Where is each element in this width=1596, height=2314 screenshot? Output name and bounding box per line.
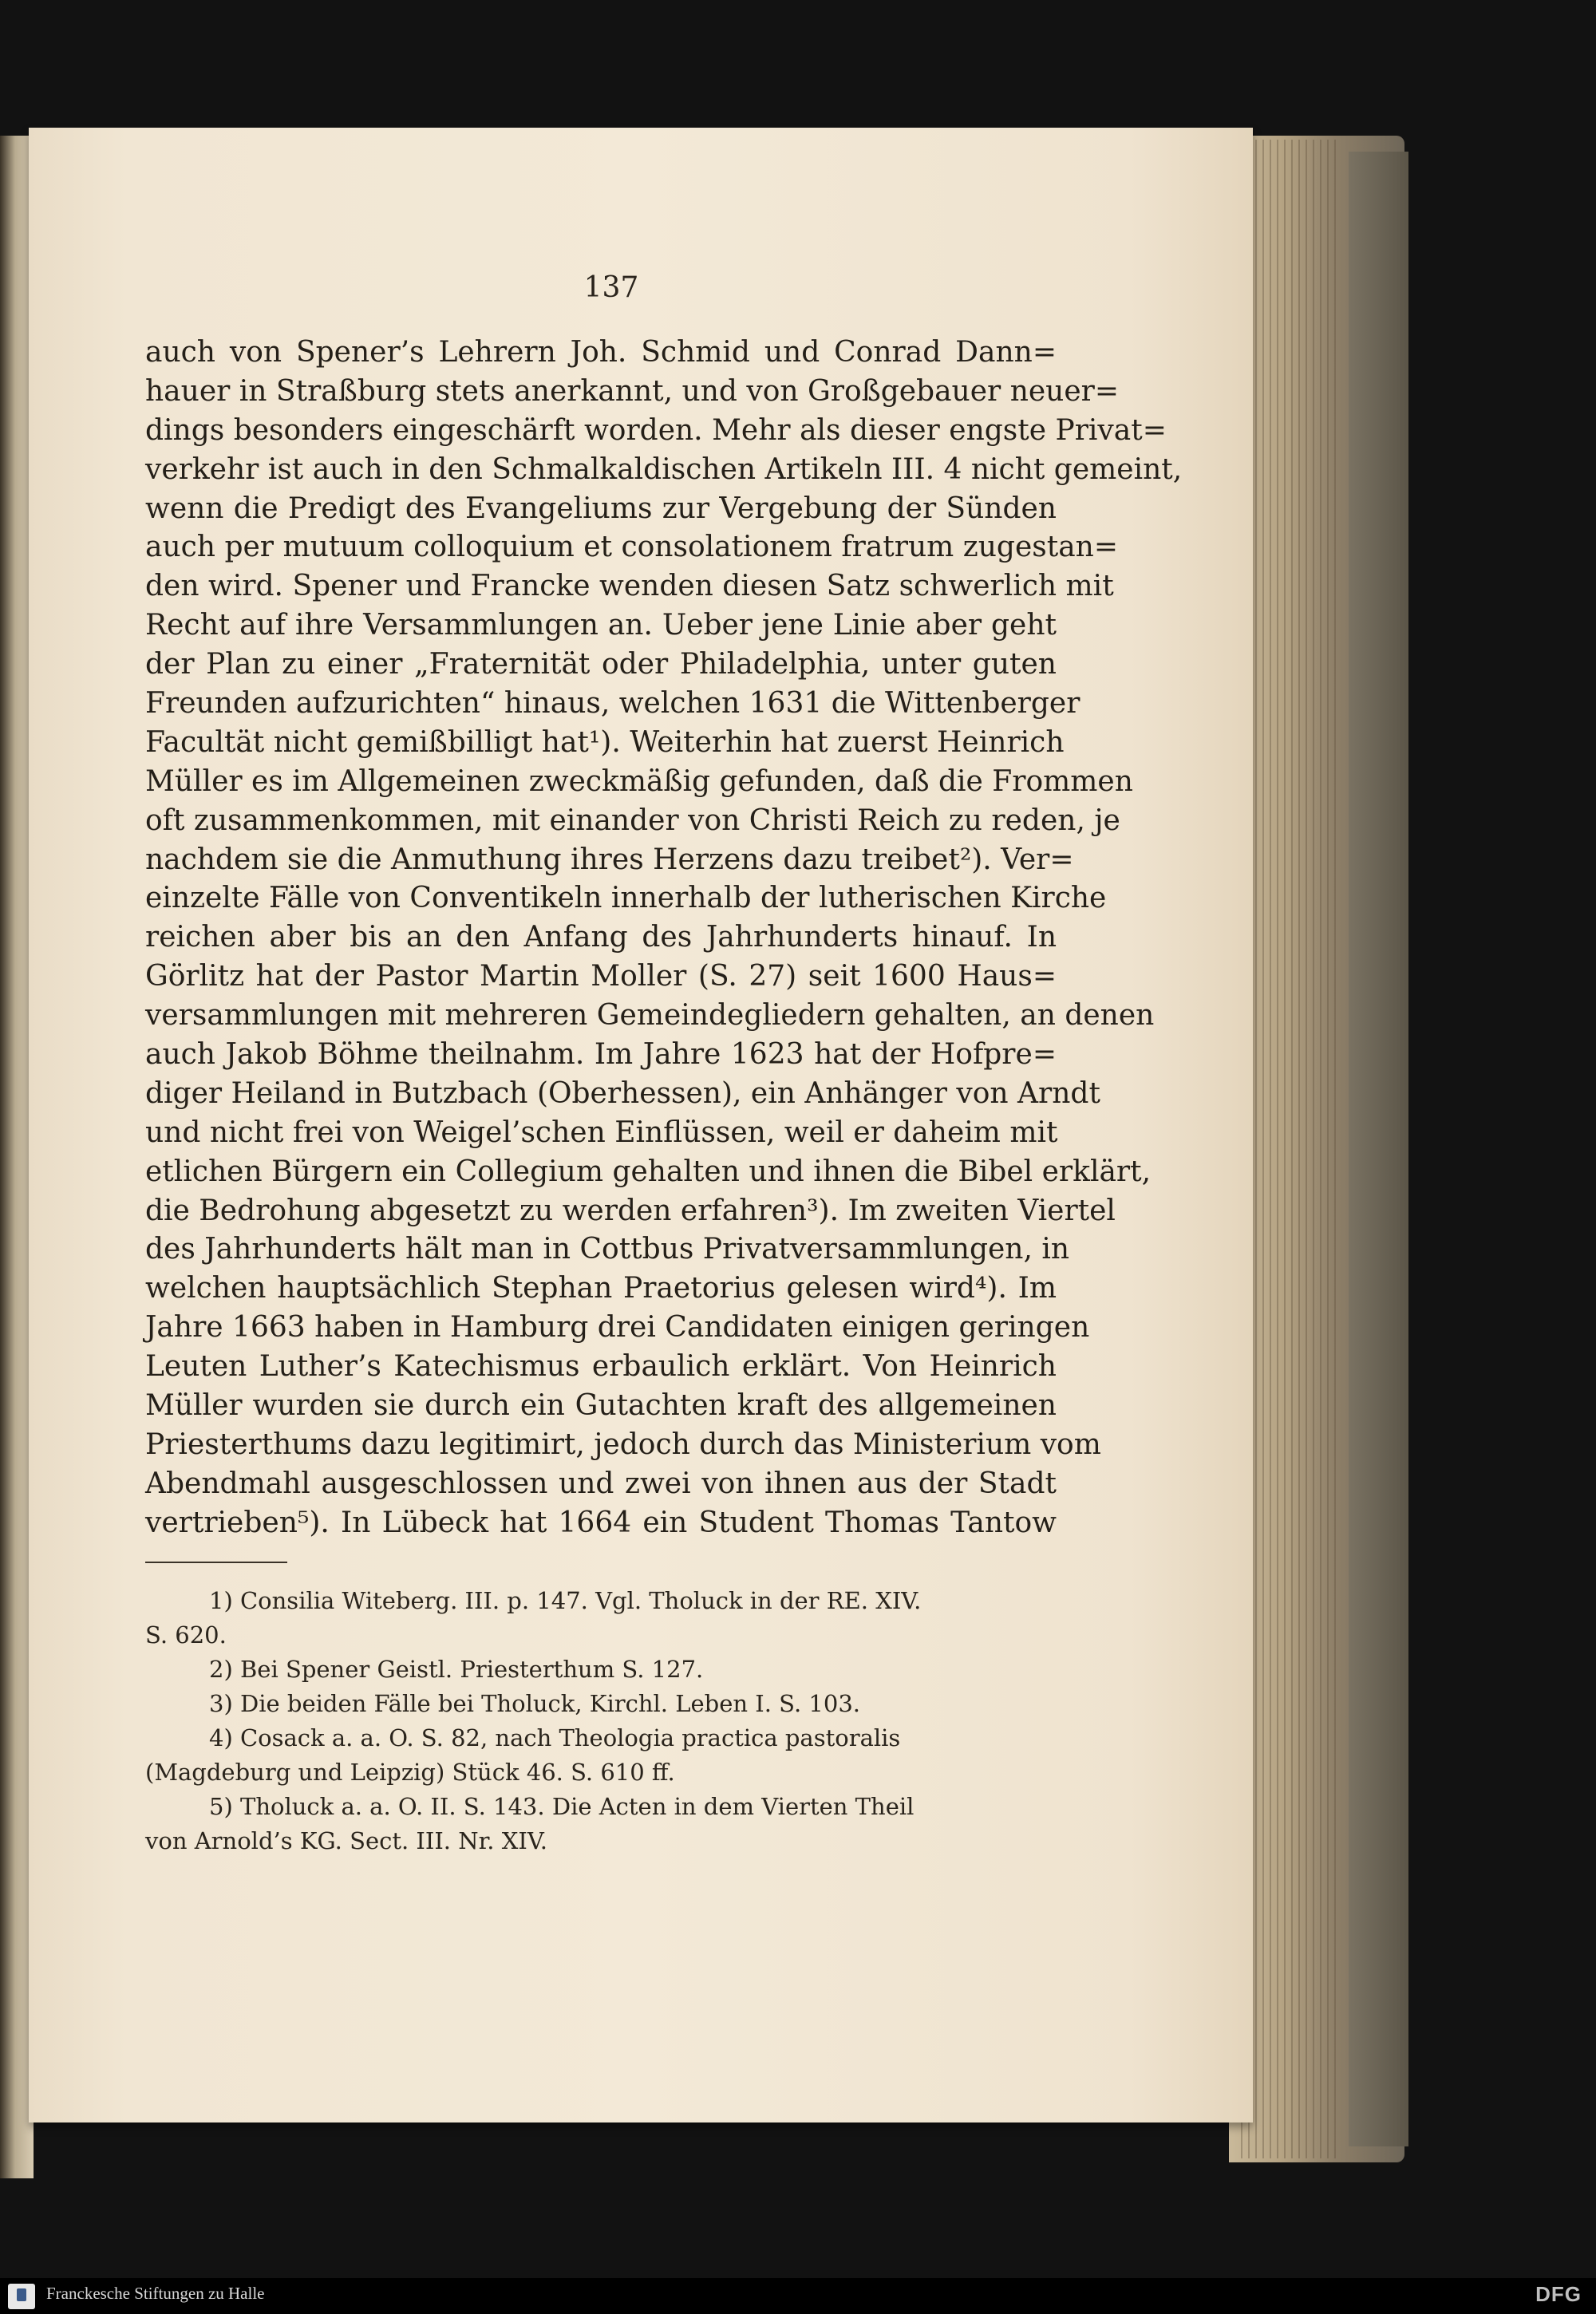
body-text [145, 334, 1183, 1543]
footnote-line: S. 620. [145, 1621, 227, 1649]
text-line: Jahre 1663 haben in Hamburg drei Candidaten einigen geringen [145, 1311, 1090, 1345]
footnote-line: 4) Cosack a. a. O. S. 82, nach Theologia practica pastoralis [209, 1724, 901, 1751]
text-line: etlichen Bürgern ein Collegium gehalten und ihnen die Bibel erklärt, [145, 1155, 1152, 1188]
text-line: wenn die Predigt des Evangeliums zur Vergebung der Sünden [145, 492, 1057, 525]
text-line: die Bedrohung abgesetzt zu werden erfahren³). Im zweiten Viertel [145, 1194, 1116, 1227]
text-line: Abendmahl ausgeschlossen und zwei von ihnen aus der Stadt [145, 1467, 1057, 1500]
footnote-line: 1) Consilia Witeberg. III. p. 147. Vgl. Tholuck in der RE. XIV. [209, 1587, 922, 1614]
text-line: und nicht frei von Weigel’schen Einflüssen, weil er daheim mit [145, 1116, 1058, 1149]
text-line: des Jahrhunderts hält man in Cottbus Privatversammlungen, in [145, 1233, 1070, 1266]
page-number: 137 [583, 271, 639, 304]
footnote-divider [145, 1562, 287, 1563]
footnote-line: von Arnold’s KG. Sect. III. Nr. XIV. [145, 1827, 547, 1854]
text-line: reichen aber bis an den Anfang des Jahrhunderts hinauf. In [145, 921, 1057, 954]
text-line: vertrieben⁵). In Lübeck hat 1664 ein Student Thomas Tantow [145, 1506, 1057, 1539]
text-line: Müller wurden sie durch ein Gutachten kraft des allgemeinen [145, 1389, 1057, 1423]
text-line: Facultät nicht gemißbilligt hat¹). Weiterhin hat zuerst Heinrich [145, 725, 1065, 759]
footnote-line: 3) Die beiden Fälle bei Tholuck, Kirchl. Leben I. S. 103. [209, 1690, 860, 1717]
footnote-line: (Magdeburg und Leipzig) Stück 46. S. 610 ff. [145, 1759, 675, 1786]
text-line: auch Jakob Böhme theilnahm. Im Jahre 1623 hat der Hofpre= [145, 1038, 1057, 1072]
text-line: auch von Spener’s Lehrern Joh. Schmid und Conrad Dann= [145, 336, 1057, 369]
text-line: den wird. Spener und Francke wenden diesen Satz schwerlich mit [145, 570, 1114, 603]
text-line: der Plan zu einer „Fraternität oder Philadelphia, unter guten [145, 648, 1057, 681]
text-line: verkehr ist auch in den Schmalkaldischen Artikeln III. 4 nicht gemeint, [145, 452, 1183, 486]
page-stack-lines [1241, 140, 1337, 2158]
text-line: oft zusammenkommen, mit einander von Christi Reich zu reden, je [145, 804, 1120, 837]
text-line: hauer in Straßburg stets anerkannt, und von Großgebauer neuer= [145, 374, 1120, 408]
text-line: nachdem sie die Anmuthung ihres Herzens dazu treibet²). Ver= [145, 843, 1074, 876]
institution-name: Franckesche Stiftungen zu Halle [46, 2284, 265, 2303]
footnote-line: 5) Tholuck a. a. O. II. S. 143. Die Acten in dem Vierten Theil [209, 1793, 915, 1820]
text-line: dings besonders eingeschärft worden. Mehr als dieser engste Privat= [145, 413, 1167, 447]
footnotes [145, 1584, 1057, 1858]
text-line: Priesterthums dazu legitimirt, jedoch durch das Ministerium vom [145, 1427, 1101, 1461]
text-line: Müller es im Allgemeinen zweckmäßig gefunden, daß die Frommen [145, 764, 1133, 798]
book-edge-shadow [1349, 152, 1408, 2146]
text-line: Leuten Luther’s Katechismus erbaulich erklärt. Von Heinrich [145, 1350, 1057, 1384]
dfg-badge: DFG [1535, 2282, 1582, 2306]
text-line: welchen hauptsächlich Stephan Praetorius gelesen wird⁴). Im [145, 1272, 1057, 1305]
text-line: Freunden aufzurichten“ hinaus, welchen 1631 die Wittenberger [145, 687, 1080, 721]
text-line: Recht auf ihre Versammlungen an. Ueber jene Linie aber geht [145, 609, 1057, 642]
text-line: versammlungen mit mehreren Gemeindegliedern gehalten, an denen [145, 999, 1155, 1033]
footnote-line: 2) Bei Spener Geistl. Priesterthum S. 127. [209, 1656, 704, 1683]
book-page [29, 128, 1253, 2122]
text-line: auch per mutuum colloquium et consolationem fratrum zugestan= [145, 531, 1119, 564]
institution-logo-icon [8, 2284, 35, 2309]
text-line: diger Heiland in Butzbach (Oberhessen), ein Anhänger von Arndt [145, 1076, 1100, 1110]
text-line: Görlitz hat der Pastor Martin Moller (S. 27) seit 1600 Haus= [145, 960, 1057, 993]
text-line: einzelte Fälle von Conventikeln innerhalb der lutherischen Kirche [145, 882, 1107, 915]
